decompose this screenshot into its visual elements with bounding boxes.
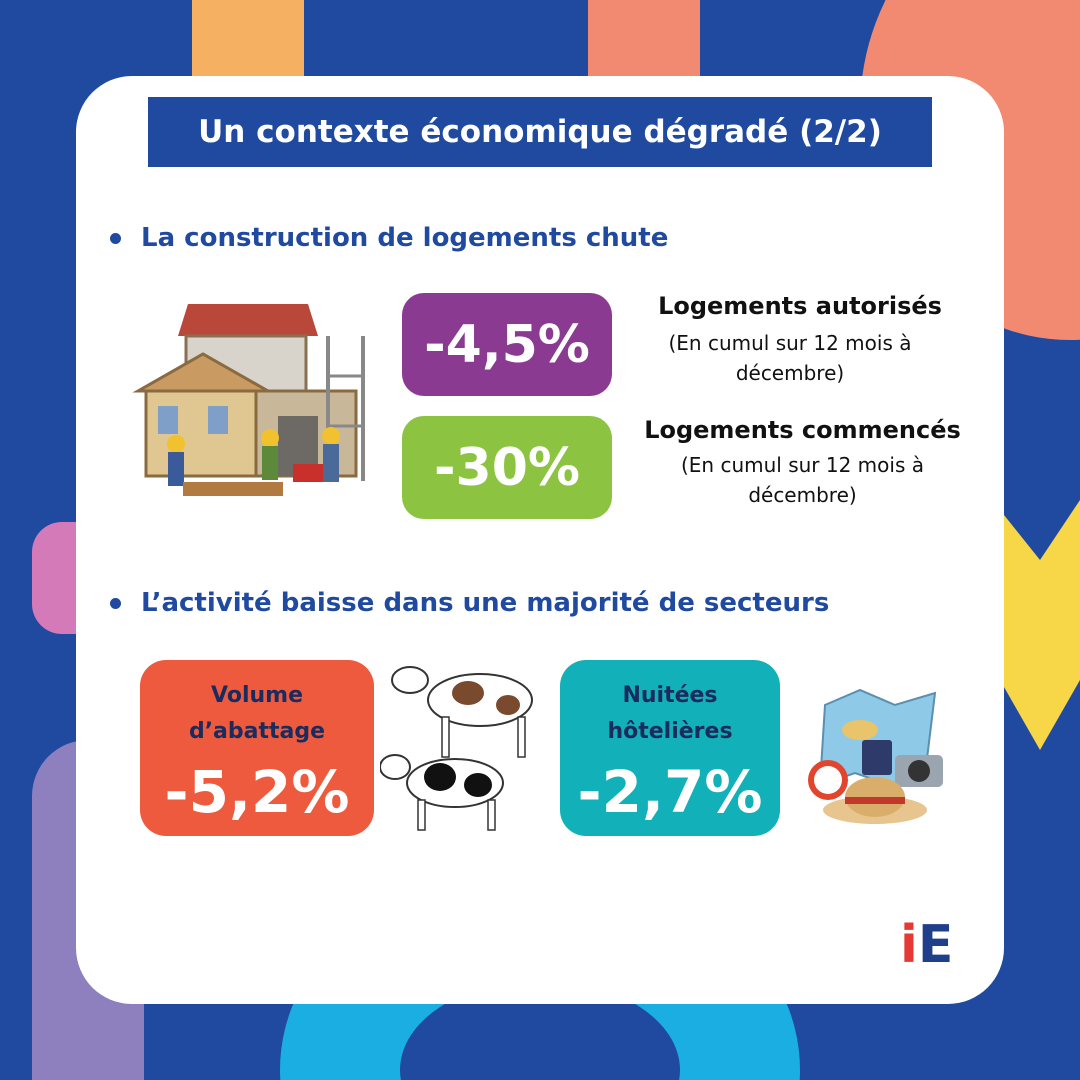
travel-illustration-icon: [800, 685, 950, 835]
stat-card-abattage: [140, 660, 374, 836]
construction-illustration-icon: [128, 296, 378, 506]
stat-card-label-line2: d’abattage: [188, 719, 326, 744]
section-heading-activite: [110, 588, 829, 618]
bullet-dot-icon: [110, 233, 121, 244]
stat-card-nuitees: [560, 660, 780, 836]
stat-card-value: -5,2%: [164, 758, 350, 826]
stat-subtitle-line2: décembre): [735, 361, 845, 385]
stat-pill-logements-commences: -30%: [402, 416, 612, 519]
bg-salmon-bar: [588, 0, 700, 76]
content-card: [76, 76, 1004, 1004]
stat-title-logements-autorises: Logements autorisés: [658, 292, 942, 320]
bg-yellow-chevron: [1000, 500, 1080, 760]
cows-illustration-icon: [380, 655, 540, 835]
section-heading-text: L’activité baisse dans une majorité de secteurs: [141, 588, 830, 618]
stat-subtitle-line1: (En cumul sur 12 mois à: [680, 453, 924, 477]
stat-card-label: [560, 678, 780, 750]
stat-subtitle-line1: (En cumul sur 12 mois à: [668, 331, 912, 355]
stat-card-label-line1: Nuitées: [622, 683, 718, 708]
ie-logo: [900, 915, 953, 975]
stat-title-logements-commences: Logements commencés: [644, 416, 961, 444]
bg-orange-bar: [192, 0, 304, 76]
section-heading-text: La construction de logements chute: [141, 223, 669, 253]
stat-card-value: -2,7%: [577, 758, 763, 826]
section-heading-construction: [110, 223, 668, 253]
logo-letter-i: i: [900, 915, 918, 975]
page-title: Un contexte économique dégradé (2/2): [148, 97, 932, 167]
stat-card-label: [140, 678, 374, 750]
stat-card-label-line1: Volume: [211, 683, 303, 708]
stat-subtitle-logements-commences: [650, 450, 955, 510]
bullet-dot-icon: [110, 598, 121, 609]
stat-subtitle-logements-autorises: [640, 328, 940, 388]
stat-pill-logements-autorises: -4,5%: [402, 293, 612, 396]
logo-letter-e: E: [917, 915, 954, 975]
stat-card-label-line2: hôtelières: [607, 719, 733, 744]
stat-subtitle-line2: décembre): [748, 483, 857, 507]
